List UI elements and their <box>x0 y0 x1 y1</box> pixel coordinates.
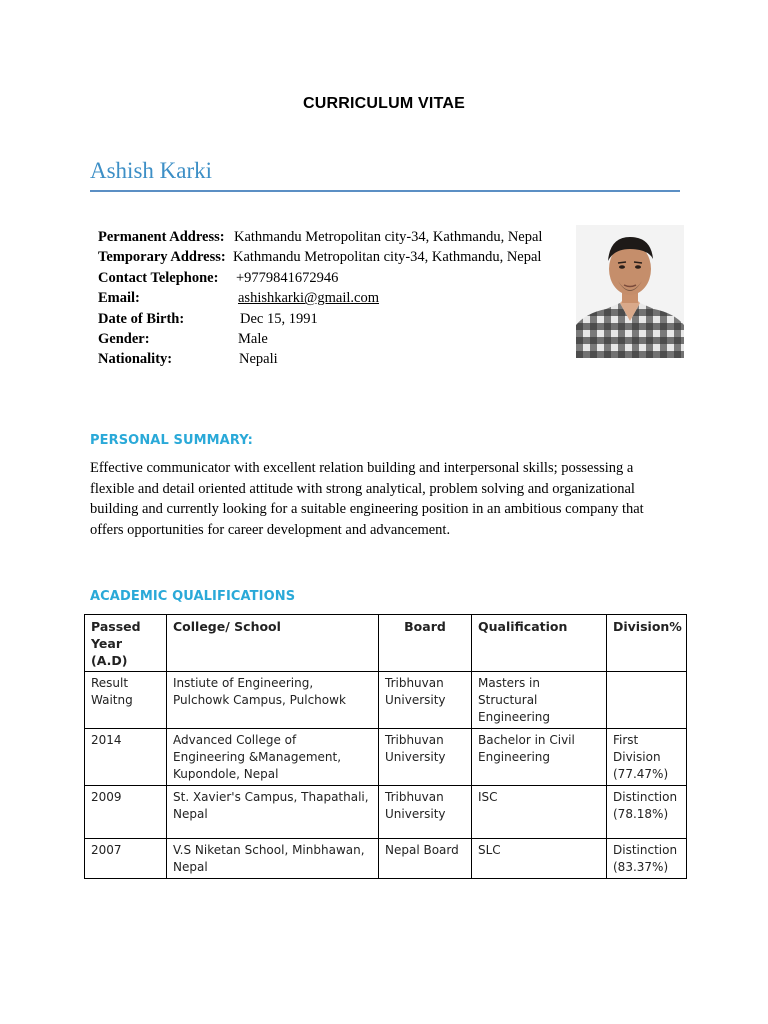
column-header-college: College/ School <box>167 615 379 672</box>
gender-row <box>98 329 568 349</box>
qualification-cell: ISC <box>472 786 607 839</box>
academic-qualifications-table <box>84 614 687 879</box>
passed-year-cell: 2014 <box>85 729 167 786</box>
document-title: CURRICULUM VITAE <box>302 95 465 112</box>
gender-value: Male <box>238 330 268 347</box>
temporary-address-value: Kathmandu Metropolitan city-34, Kathmandu, Nepal <box>233 249 542 266</box>
qualification-cell: Bachelor in Civil Engineering <box>472 729 607 786</box>
telephone-label: Contact Telephone: <box>98 269 219 286</box>
gender-label: Gender: <box>98 330 150 347</box>
permanent-address-label: Permanent Address: <box>98 229 225 245</box>
passed-year-cell: Result Waitng <box>85 672 167 729</box>
academic-qualifications-heading: ACADEMIC QUALIFICATIONS <box>90 589 296 604</box>
personal-summary-heading: PERSONAL SUMMARY: <box>90 433 253 448</box>
temporary-address-label: Temporary Address: <box>98 249 226 266</box>
college-cell: V.S Niketan School, Minbhawan, Nepal <box>167 839 379 879</box>
dob-label: Date of Birth: <box>98 310 185 327</box>
profile-photo <box>576 225 684 358</box>
nationality-row <box>98 349 568 369</box>
column-header-division: Division% <box>607 615 687 672</box>
board-cell: Tribhuvan University <box>379 729 472 786</box>
board-cell: Nepal Board <box>379 839 472 879</box>
telephone-value: +9779841672946 <box>236 269 339 286</box>
college-cell: Instiute of Engineering, Pulchowk Campus, Pulchowk <box>167 672 379 729</box>
column-header-passed-year: Passed Year (A.D) <box>85 615 167 672</box>
table-row <box>85 786 687 839</box>
table-row <box>85 839 687 879</box>
table-header-row <box>85 615 687 672</box>
passed-year-cell: 2009 <box>85 786 167 839</box>
table-row <box>85 729 687 786</box>
division-cell: Distinction (78.18%) <box>607 786 687 839</box>
telephone-row <box>98 268 568 288</box>
candidate-name: Ashish Karki <box>90 158 213 183</box>
column-header-qualification: Qualification <box>472 615 607 672</box>
college-cell: St. Xavier's Campus, Thapathali, Nepal <box>167 786 379 839</box>
dob-row <box>98 309 568 329</box>
email-label: Email: <box>98 290 140 307</box>
board-cell: Tribhuvan University <box>379 786 472 839</box>
name-divider <box>90 190 680 192</box>
column-header-board: Board <box>379 615 472 672</box>
qualification-cell: SLC <box>472 839 607 879</box>
division-cell: First Division (77.47%) <box>607 729 687 786</box>
qualification-cell: Masters in Structural Engineering <box>472 672 607 729</box>
passed-year-cell: 2007 <box>85 839 167 879</box>
table-row <box>85 672 687 729</box>
permanent-address-value: Kathmandu Metropolitan city-34, Kathmandu, Nepal <box>234 229 543 245</box>
division-cell: Distinction (83.37%) <box>607 839 687 879</box>
dob-value: Dec 15, 1991 <box>240 310 318 327</box>
college-cell: Advanced College of Engineering &Management, Kupondole, Nepal <box>167 729 379 786</box>
contact-details <box>98 227 568 370</box>
personal-summary-text: Effective communicator with excellent relation building and interpersonal skills; possessing a flexible and detail oriented attitude with strong analytical, problem solving and organizational building and currently looking for a suitable engineering position in an ambitious company that offers opportunities for career development and advancement. <box>90 460 644 538</box>
email-link[interactable]: ashishkarki@gmail.com <box>238 290 380 307</box>
division-cell <box>607 672 687 729</box>
board-cell: Tribhuvan University <box>379 672 472 729</box>
email-row <box>98 288 568 308</box>
permanent-address-row <box>98 227 568 247</box>
nationality-label: Nationality: <box>98 351 173 368</box>
temporary-address-row <box>98 247 568 267</box>
nationality-value: Nepali <box>239 351 278 368</box>
